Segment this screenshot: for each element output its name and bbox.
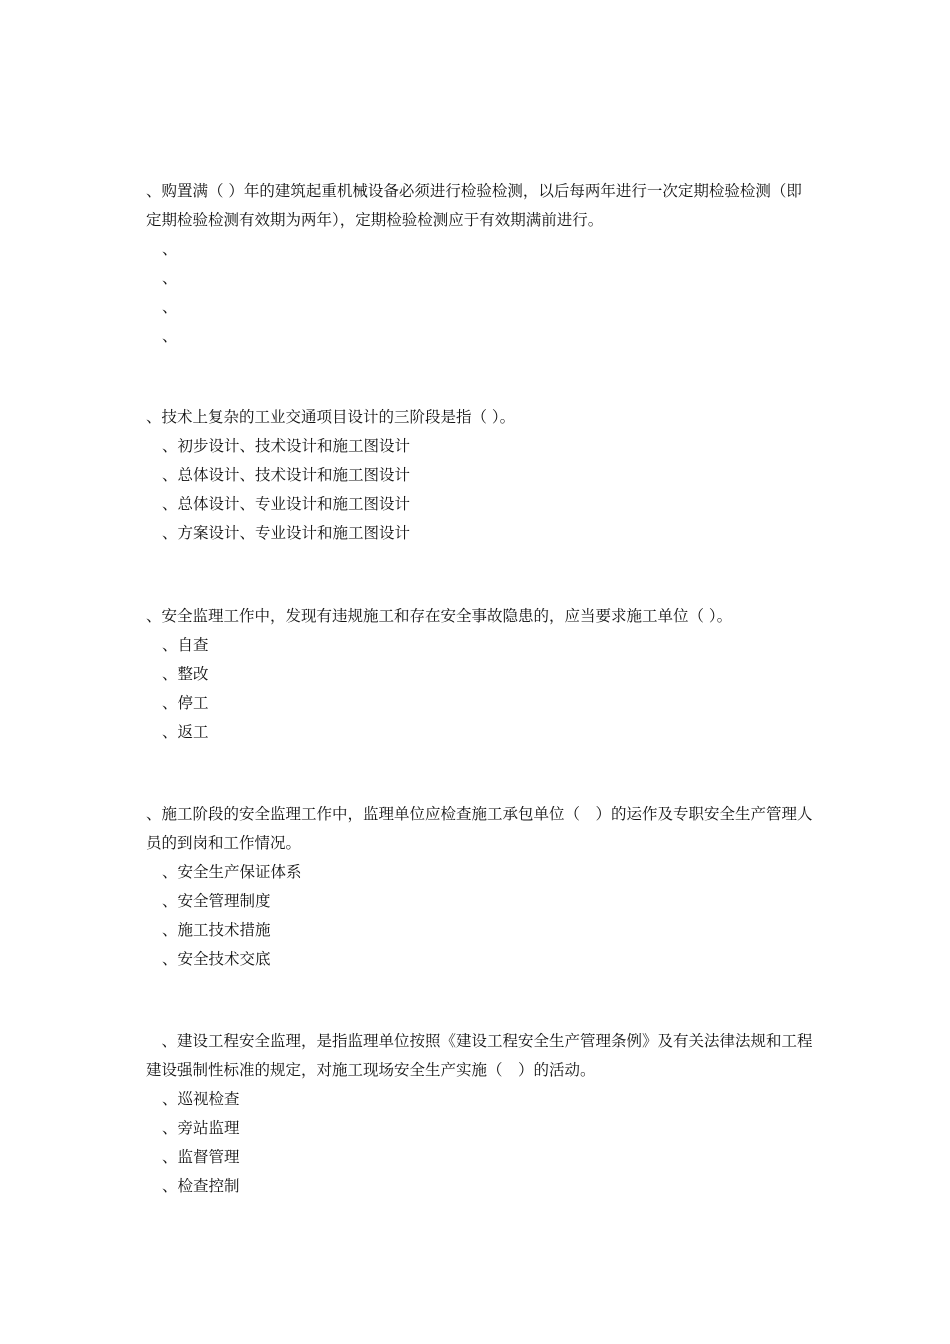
option-a: 、初步设计、技术设计和施工图设计 bbox=[162, 437, 411, 455]
option-list bbox=[146, 1085, 814, 1201]
option-a: 、自查 bbox=[162, 636, 209, 654]
option-a: 、巡视检查 bbox=[162, 1090, 240, 1108]
option-b: 、总体设计、技术设计和施工图设计 bbox=[162, 466, 411, 484]
question-1 bbox=[146, 177, 814, 351]
question-stem: 、安全监理工作中，发现有违规施工和存在安全事故隐患的，应当要求施工单位（ ）。 bbox=[146, 607, 733, 625]
option-b: 、 bbox=[162, 269, 178, 287]
option-b: 、旁站监理 bbox=[162, 1119, 240, 1137]
option-c: 、停工 bbox=[162, 694, 209, 712]
option-d: 、返工 bbox=[162, 723, 209, 741]
option-c: 、监督管理 bbox=[162, 1148, 240, 1166]
question-stem: 、建设工程安全监理，是指监理单位按照《建设工程安全生产管理条例》及有关法律法规和工程建设强制性标准的规定，对施工现场安全生产实施（ ）的活动。 bbox=[146, 1032, 813, 1079]
option-c: 、总体设计、专业设计和施工图设计 bbox=[162, 495, 411, 513]
option-a: 、安全生产保证体系 bbox=[162, 863, 302, 881]
question-5 bbox=[146, 1027, 814, 1201]
option-b: 、安全管理制度 bbox=[162, 892, 271, 910]
question-2 bbox=[146, 403, 814, 548]
option-b: 、整改 bbox=[162, 665, 209, 683]
option-d: 、检查控制 bbox=[162, 1177, 240, 1195]
option-list bbox=[146, 235, 814, 351]
option-d: 、安全技术交底 bbox=[162, 950, 271, 968]
question-stem: 、购置满（ ）年的建筑起重机械设备必须进行检验检测，以后每两年进行一次定期检验检测（即定期检验检测有效期为两年），定期检验检测应于有效期满前进行。 bbox=[146, 182, 802, 229]
question-stem: 、技术上复杂的工业交通项目设计的三阶段是指（ ）。 bbox=[146, 408, 516, 426]
option-c: 、 bbox=[162, 298, 178, 316]
option-list bbox=[146, 432, 814, 548]
option-list bbox=[146, 858, 814, 974]
option-d: 、 bbox=[162, 327, 178, 345]
option-a: 、 bbox=[162, 240, 178, 258]
question-stem: 、施工阶段的安全监理工作中，监理单位应检查施工承包单位（ ）的运作及专职安全生产管理人员的到岗和工作情况。 bbox=[146, 805, 813, 852]
question-4 bbox=[146, 800, 814, 974]
option-d: 、方案设计、专业设计和施工图设计 bbox=[162, 524, 411, 542]
option-c: 、施工技术措施 bbox=[162, 921, 271, 939]
option-list bbox=[146, 631, 814, 747]
question-3 bbox=[146, 602, 814, 747]
